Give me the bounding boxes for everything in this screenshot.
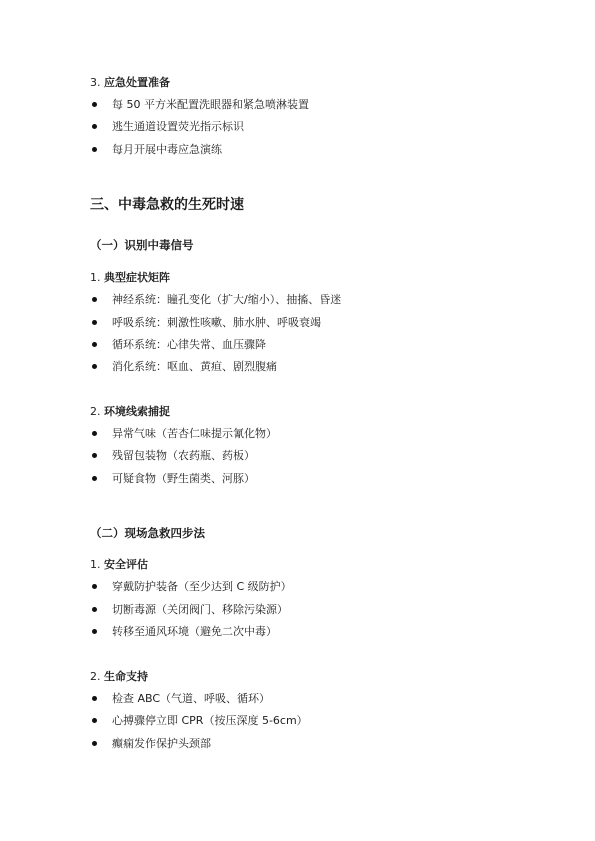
- subsection-title-first-aid: （二）现场急救四步法: [90, 526, 205, 540]
- heading-number: 1.: [90, 271, 101, 284]
- bullet-icon: [92, 584, 97, 589]
- bullet-icon: [92, 741, 97, 746]
- heading-environment-clues: [90, 405, 170, 419]
- heading-text: 应急处置准备: [104, 76, 170, 89]
- heading-text: 安全评估: [104, 558, 148, 571]
- list-item-text: 心搏骤停立即 CPR（按压深度 5-6cm）: [112, 714, 308, 727]
- list-item-text: 穿戴防护装备（至少达到 C 级防护）: [112, 580, 292, 593]
- heading-text: 环境线索捕捉: [104, 405, 170, 418]
- bullet-icon: [92, 102, 97, 107]
- bullet-icon: [92, 297, 97, 302]
- list-item-text: 异常气味（苦杏仁味提示氰化物）: [112, 427, 277, 440]
- heading-number: 1.: [90, 558, 101, 571]
- list-item-text: 神经系统：瞳孔变化（扩大/缩小）、抽搐、昏迷: [112, 293, 342, 306]
- section-title: 三、中毒急救的生死时速: [90, 197, 244, 213]
- subsection-title-identify: （一）识别中毒信号: [90, 238, 194, 252]
- bullet-icon: [92, 476, 97, 481]
- list-item-text: 可疑食物（野生菌类、河豚）: [112, 472, 255, 485]
- heading-safety-assessment: [90, 558, 148, 572]
- list-item-text: 逃生通道设置荧光指示标识: [112, 120, 244, 133]
- heading-life-support: [90, 670, 148, 684]
- heading-text: 生命支持: [104, 670, 148, 683]
- list-item-text: 每 50 平方米配置洗眼器和紧急喷淋装置: [112, 98, 309, 111]
- list-item-text: 检查 ABC（气道、呼吸、循环）: [112, 692, 271, 705]
- list-item-text: 转移至通风环境（避免二次中毒）: [112, 625, 277, 638]
- list-item-text: 每月开展中毒应急演练: [112, 143, 222, 156]
- bullet-icon: [92, 342, 97, 347]
- list-item-text: 切断毒源（关闭阀门、移除污染源）: [112, 603, 288, 616]
- heading-text: 典型症状矩阵: [104, 271, 170, 284]
- list-item-text: 癫痫发作保护头颈部: [112, 737, 211, 750]
- bullet-icon: [92, 320, 97, 325]
- list-item-text: 消化系统：呕血、黄疸、剧烈腹痛: [112, 360, 277, 373]
- bullet-icon: [92, 364, 97, 369]
- list-item-text: 循环系统：心律失常、血压骤降: [112, 338, 266, 351]
- bullet-icon: [92, 453, 97, 458]
- list-item-text: 残留包装物（农药瓶、药板）: [112, 449, 255, 462]
- bullet-icon: [92, 147, 97, 152]
- bullet-icon: [92, 607, 97, 612]
- bullet-icon: [92, 124, 97, 129]
- heading-emergency-prep: [90, 76, 170, 90]
- heading-symptom-matrix: [90, 271, 170, 285]
- list-item-text: 呼吸系统：刺激性咳嗽、肺水肿、呼吸衰竭: [112, 316, 321, 329]
- bullet-icon: [92, 718, 97, 723]
- bullet-icon: [92, 431, 97, 436]
- bullet-icon: [92, 696, 97, 701]
- heading-number: 3.: [90, 76, 101, 89]
- heading-number: 2.: [90, 405, 101, 418]
- bullet-icon: [92, 629, 97, 634]
- heading-number: 2.: [90, 670, 101, 683]
